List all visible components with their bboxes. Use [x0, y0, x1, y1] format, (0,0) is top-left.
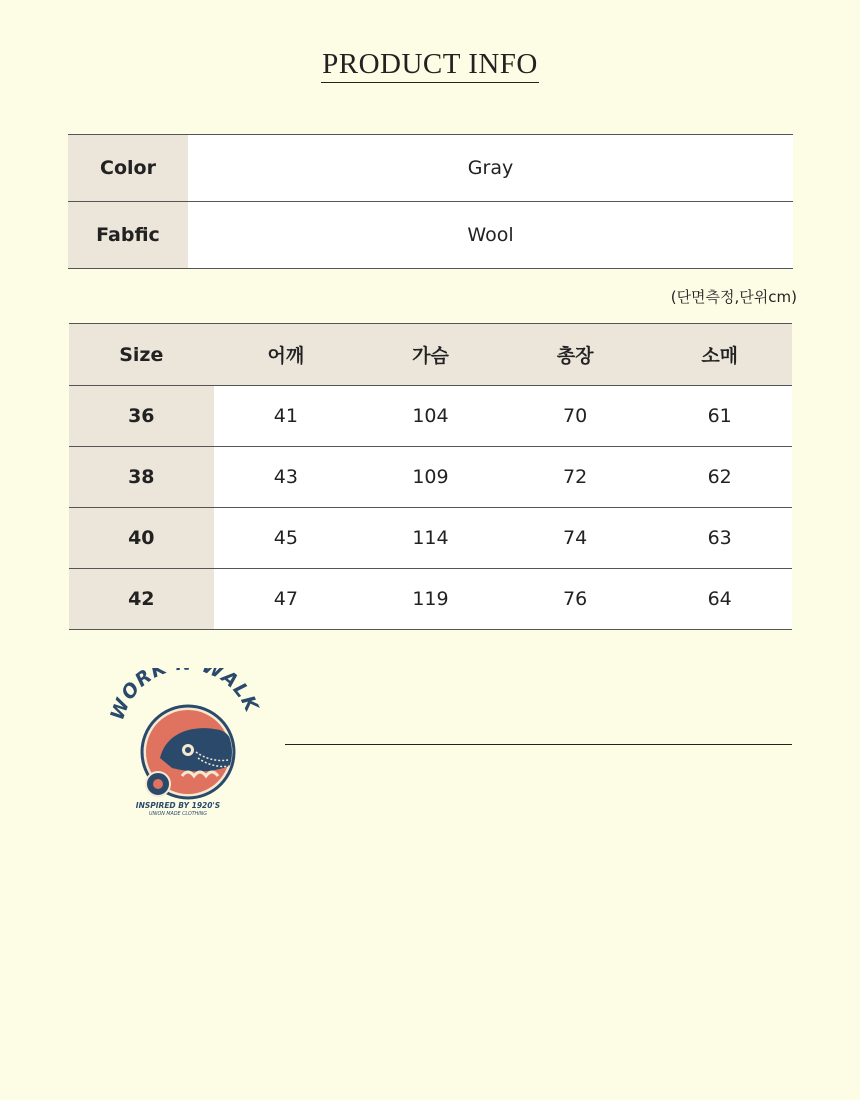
- page-title-wrap: [0, 48, 860, 83]
- table-row: [69, 569, 792, 630]
- table-row: [69, 386, 792, 447]
- size-cell: 36: [69, 386, 214, 446]
- table-cell: 41: [214, 386, 359, 446]
- info-label: Color: [68, 135, 188, 201]
- size-cell: 38: [69, 447, 214, 507]
- table-cell: 76: [503, 569, 648, 629]
- divider-line: [285, 744, 792, 745]
- page-title: PRODUCT INFO: [321, 48, 539, 83]
- table-row: [69, 508, 792, 569]
- unit-note: (단면측정,단위cm): [670, 288, 797, 306]
- table-cell: 119: [358, 569, 503, 629]
- table-cell: 47: [214, 569, 359, 629]
- header-cell: 가슴: [412, 345, 449, 367]
- size-cell: 42: [69, 569, 214, 629]
- info-table: [68, 134, 793, 269]
- info-row-color: [68, 135, 793, 202]
- header-cell: Size: [119, 343, 164, 366]
- header-cell: 어깨: [267, 345, 305, 367]
- size-table: [69, 323, 792, 630]
- table-cell: 43: [214, 447, 359, 507]
- table-cell: 70: [503, 386, 648, 446]
- table-cell: 64: [647, 569, 792, 629]
- logo-emblem-icon: [108, 668, 266, 800]
- table-cell: 61: [647, 386, 792, 446]
- table-cell: 45: [214, 508, 359, 568]
- logo-brand-text: WORK WALK: [108, 668, 263, 724]
- header-cell: 총장: [556, 345, 594, 367]
- table-cell: 109: [358, 447, 503, 507]
- info-row-fabric: [68, 202, 793, 269]
- size-cell: 40: [69, 508, 214, 568]
- brand-logo: [108, 668, 266, 826]
- logo-tagline: INSPIRED BY 1920'S: [135, 801, 221, 810]
- table-cell: 62: [647, 447, 792, 507]
- logo-subtagline: UNION MADE CLOTHING: [149, 812, 207, 817]
- info-label: Fabfic: [68, 202, 188, 268]
- info-value: Gray: [188, 135, 793, 201]
- info-value: Wool: [188, 202, 793, 268]
- table-cell: 104: [358, 386, 503, 446]
- table-row: [69, 447, 792, 508]
- table-cell: 74: [503, 508, 648, 568]
- table-cell: 114: [358, 508, 503, 568]
- header-cell: 소매: [701, 345, 739, 367]
- size-table-header: [69, 324, 792, 386]
- table-cell: 63: [647, 508, 792, 568]
- table-cell: 72: [503, 447, 648, 507]
